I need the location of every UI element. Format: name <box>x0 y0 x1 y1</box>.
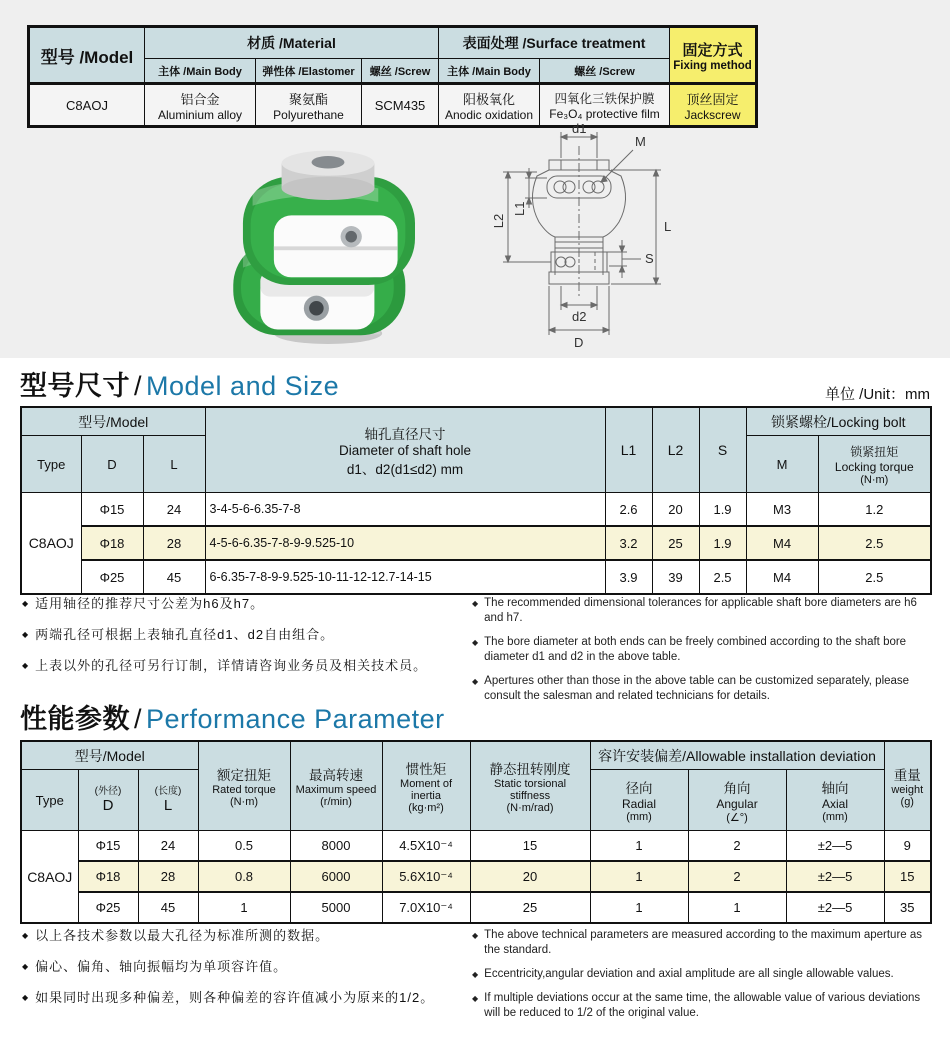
perf-type-value: C8AOJ <box>21 831 78 924</box>
perf-col-l-header: (长度) L <box>138 770 198 831</box>
cell-axial: ±2—5 <box>786 892 884 923</box>
cell-torque: 1.2 <box>818 493 931 527</box>
perf-title-zh: 性能参数 <box>20 704 130 734</box>
perf-section-title <box>20 697 445 736</box>
surface-treatment-group-header: 表面处理 /Surface treatment <box>439 27 670 59</box>
max-speed-header: 最高转速 Maximum speed (r/min) <box>290 741 382 831</box>
note-text: 适用轴径的推荐尺寸公差为h6及h7。 <box>35 596 265 611</box>
size-table-row <box>21 526 931 560</box>
size-title-separator: / <box>134 371 143 401</box>
cell-angular: 1 <box>688 892 786 923</box>
cell-d: Φ15 <box>81 493 143 527</box>
size-title-zh: 型号尺寸 <box>20 371 130 401</box>
main-body-material: 铝合金 Aluminium alloy <box>145 84 256 127</box>
cell-weight: 9 <box>884 831 931 862</box>
col-s-header: S <box>699 407 746 493</box>
size-notes-zh <box>22 596 472 713</box>
diamond-bullet-icon: ◆ <box>22 992 30 1002</box>
col-m-header: M <box>746 436 818 493</box>
cell-l: 28 <box>143 526 205 560</box>
inertia-header: 惯性矩 Moment of inertia (kg·m²) <box>382 741 470 831</box>
cell-inertia: 5.6X10⁻⁴ <box>382 861 470 892</box>
cell-d: Φ25 <box>78 892 138 923</box>
note-text: Apertures other than those in the above table can be customized separately, please consult the salesman and related technicians for details. <box>484 674 910 702</box>
cell-l: 45 <box>138 892 198 923</box>
locking-bolt-group-header: 锁紧螺栓/Locking bolt <box>746 407 931 436</box>
note-text: The bore diameter at both ends can be freely combined according to the shaft bore diameter d1 and d2 in the above table. <box>484 635 907 663</box>
cell-d: Φ18 <box>78 861 138 892</box>
col-l1-header: L1 <box>605 407 652 493</box>
cell-inertia: 4.5X10⁻⁴ <box>382 831 470 862</box>
axial-header: 轴向 Axial (mm) <box>786 770 884 831</box>
shaft-hole-header: 轴孔直径尺寸 Diameter of shaft hole d1、d2(d1≤d2) mm <box>205 407 605 493</box>
cell-m: M3 <box>746 493 818 527</box>
perf-notes-zh <box>22 928 472 1030</box>
cell-stiffness: 25 <box>470 892 590 923</box>
dim-label-s: S <box>645 251 654 266</box>
note-text: The recommended dimensional tolerances for applicable shaft bore diameters are h6 and h7. <box>484 597 917 624</box>
dim-label-d: D <box>574 335 584 350</box>
diamond-bullet-icon: ◆ <box>472 969 479 979</box>
cell-torque: 1 <box>198 892 290 923</box>
perf-title-en: Performance Parameter <box>146 704 445 734</box>
cell-torque: 2.5 <box>818 526 931 560</box>
cell-s: 1.9 <box>699 493 746 527</box>
cell-holes: 4-5-6-6.35-7-8-9-9.525-10 <box>205 526 605 560</box>
cell-s: 2.5 <box>699 560 746 594</box>
size-type-value: C8AOJ <box>21 493 81 595</box>
perf-notes-en <box>472 928 934 1030</box>
note-text: If multiple deviations occur at the same time, the allowable value of various deviations will be reduced to 1/2 of the original value. <box>484 991 921 1019</box>
cell-d: Φ25 <box>81 560 143 594</box>
size-table-row <box>21 493 931 527</box>
material-group-header: 材质 /Material <box>145 27 439 59</box>
cell-l: 24 <box>138 831 198 862</box>
stiffness-header: 静态扭转刚度 Static torsional stiffness (N·m/rad) <box>470 741 590 831</box>
fixing-method-value: 顶丝固定 Jackscrew <box>670 84 757 127</box>
col-type-header: Type <box>21 436 81 493</box>
rated-torque-header: 额定扭矩 Rated torque (N·m) <box>198 741 290 831</box>
note-text: 以上各技术参数以最大孔径为标准所测的数据。 <box>35 928 330 943</box>
diamond-bullet-icon: ◆ <box>472 637 479 647</box>
diamond-bullet-icon: ◆ <box>22 629 30 639</box>
perf-col-type-header: Type <box>21 770 78 831</box>
diamond-bullet-icon: ◆ <box>22 660 30 670</box>
diamond-bullet-icon: ◆ <box>22 931 30 940</box>
dim-label-d1: d1 <box>572 121 587 136</box>
perf-col-d-header: (外径) D <box>78 770 138 831</box>
perf-table-row <box>21 831 931 862</box>
fixing-method-header <box>670 27 757 84</box>
diamond-bullet-icon: ◆ <box>22 961 30 971</box>
note-text: 上表以外的孔径可另行订制，详情请咨询业务员及相关技术员。 <box>35 657 428 673</box>
cell-l2: 20 <box>652 493 699 527</box>
cell-d: Φ18 <box>81 526 143 560</box>
fixing-method-header-en: Fixing method <box>673 59 752 72</box>
note-text: The above technical parameters are measured according to the maximum aperture as the standard. <box>484 929 923 956</box>
cell-radial: 1 <box>590 861 688 892</box>
cell-angular: 2 <box>688 831 786 862</box>
cell-weight: 15 <box>884 861 931 892</box>
col-l2-header: L2 <box>652 407 699 493</box>
screw-material: SCM435 <box>362 84 439 127</box>
size-title-en: Model and Size <box>146 371 340 401</box>
cell-m: M4 <box>746 526 818 560</box>
cell-d: Φ15 <box>78 831 138 862</box>
diamond-bullet-icon: ◆ <box>472 676 479 686</box>
cell-speed: 8000 <box>290 831 382 862</box>
material-screw-header: 螺丝 /Screw <box>362 59 439 84</box>
dimension-drawing <box>465 120 723 358</box>
cell-l2: 25 <box>652 526 699 560</box>
size-notes <box>22 596 934 713</box>
cell-torque: 0.8 <box>198 861 290 892</box>
cell-l1: 3.2 <box>605 526 652 560</box>
dim-label-l: L <box>664 219 672 234</box>
cell-l: 24 <box>143 493 205 527</box>
diamond-bullet-icon: ◆ <box>472 993 479 1003</box>
cell-m: M4 <box>746 560 818 594</box>
surface-screw-header: 螺丝 /Screw <box>540 59 670 84</box>
elastomer-material: 聚氨酯 Polyurethane <box>256 84 362 127</box>
note-text: 如果同时出现多种偏差，则各种偏差的容许值减小为原来的1/2。 <box>35 989 435 1005</box>
cell-stiffness: 20 <box>470 861 590 892</box>
cell-radial: 1 <box>590 892 688 923</box>
cell-holes: 6-6.35-7-8-9-9.525-10-11-12-12.7-14-15 <box>205 560 605 594</box>
diamond-bullet-icon: ◆ <box>472 599 479 608</box>
diamond-bullet-icon: ◆ <box>22 599 30 608</box>
cell-l: 28 <box>138 861 198 892</box>
col-l-header: L <box>143 436 205 493</box>
cell-inertia: 7.0X10⁻⁴ <box>382 892 470 923</box>
locking-torque-header: 锁紧扭矩 Locking torque (N·m) <box>818 436 931 493</box>
col-d-header: D <box>81 436 143 493</box>
cell-torque: 2.5 <box>818 560 931 594</box>
material-main-body-header: 主体 /Main Body <box>145 59 256 84</box>
cell-radial: 1 <box>590 831 688 862</box>
cell-torque: 0.5 <box>198 831 290 862</box>
cell-stiffness: 15 <box>470 831 590 862</box>
note-text: Eccentricity,angular deviation and axial amplitude are all single allowable values. <box>484 967 894 980</box>
cell-s: 1.9 <box>699 526 746 560</box>
cell-l2: 39 <box>652 560 699 594</box>
cell-speed: 5000 <box>290 892 382 923</box>
cell-weight: 35 <box>884 892 931 923</box>
cell-axial: ±2—5 <box>786 831 884 862</box>
angular-header: 角向 Angular (∠°) <box>688 770 786 831</box>
note-text: 偏心、偏角、轴向振幅均为单项容许值。 <box>35 958 288 974</box>
dim-label-m: M <box>635 134 646 149</box>
coupling-product-photo <box>183 128 473 356</box>
cell-angular: 2 <box>688 861 786 892</box>
dim-label-l1: L1 <box>512 201 527 216</box>
surface-main-body-value: 阳极氧化 Anodic oxidation <box>439 84 540 127</box>
material-elastomer-header: 弹性体 /Elastomer <box>256 59 362 84</box>
performance-table <box>20 740 932 924</box>
surface-screw-value: 四氧化三铁保护膜 Fe₃O₄ protective film <box>540 84 670 127</box>
radial-header: 径向 Radial (mm) <box>590 770 688 831</box>
model-value: C8AOJ <box>29 84 145 127</box>
cell-l1: 2.6 <box>605 493 652 527</box>
cell-speed: 6000 <box>290 861 382 892</box>
note-text: 两端孔径可根据上表轴孔直径d1、d2自由组合。 <box>35 626 335 642</box>
cell-axial: ±2—5 <box>786 861 884 892</box>
perf-notes <box>22 928 934 1030</box>
model-column-header: 型号 /Model <box>29 27 145 84</box>
weight-header: 重量 weight (g) <box>884 741 931 831</box>
unit-label: 单位 /Unit：mm <box>824 386 930 403</box>
dim-label-d2: d2 <box>572 309 587 324</box>
material-table <box>27 25 758 128</box>
surface-main-body-header: 主体 /Main Body <box>439 59 540 84</box>
perf-table-row <box>21 861 931 892</box>
cell-l: 45 <box>143 560 205 594</box>
fixing-method-header-zh: 固定方式 <box>682 41 743 59</box>
perf-model-group-header: 型号/Model <box>21 741 198 770</box>
deviation-group-header: 容许安装偏差/Allowable installation deviation <box>590 741 884 770</box>
diamond-bullet-icon: ◆ <box>472 931 479 940</box>
perf-table-row <box>21 892 931 923</box>
size-model-group-header: 型号/Model <box>21 407 205 436</box>
size-notes-en <box>472 596 934 713</box>
cell-l1: 3.9 <box>605 560 652 594</box>
size-table-row <box>21 560 931 594</box>
cell-holes: 3-4-5-6-6.35-7-8 <box>205 493 605 527</box>
perf-title-separator: / <box>134 704 143 734</box>
dim-label-l2: L2 <box>491 213 506 229</box>
size-table <box>20 406 932 595</box>
